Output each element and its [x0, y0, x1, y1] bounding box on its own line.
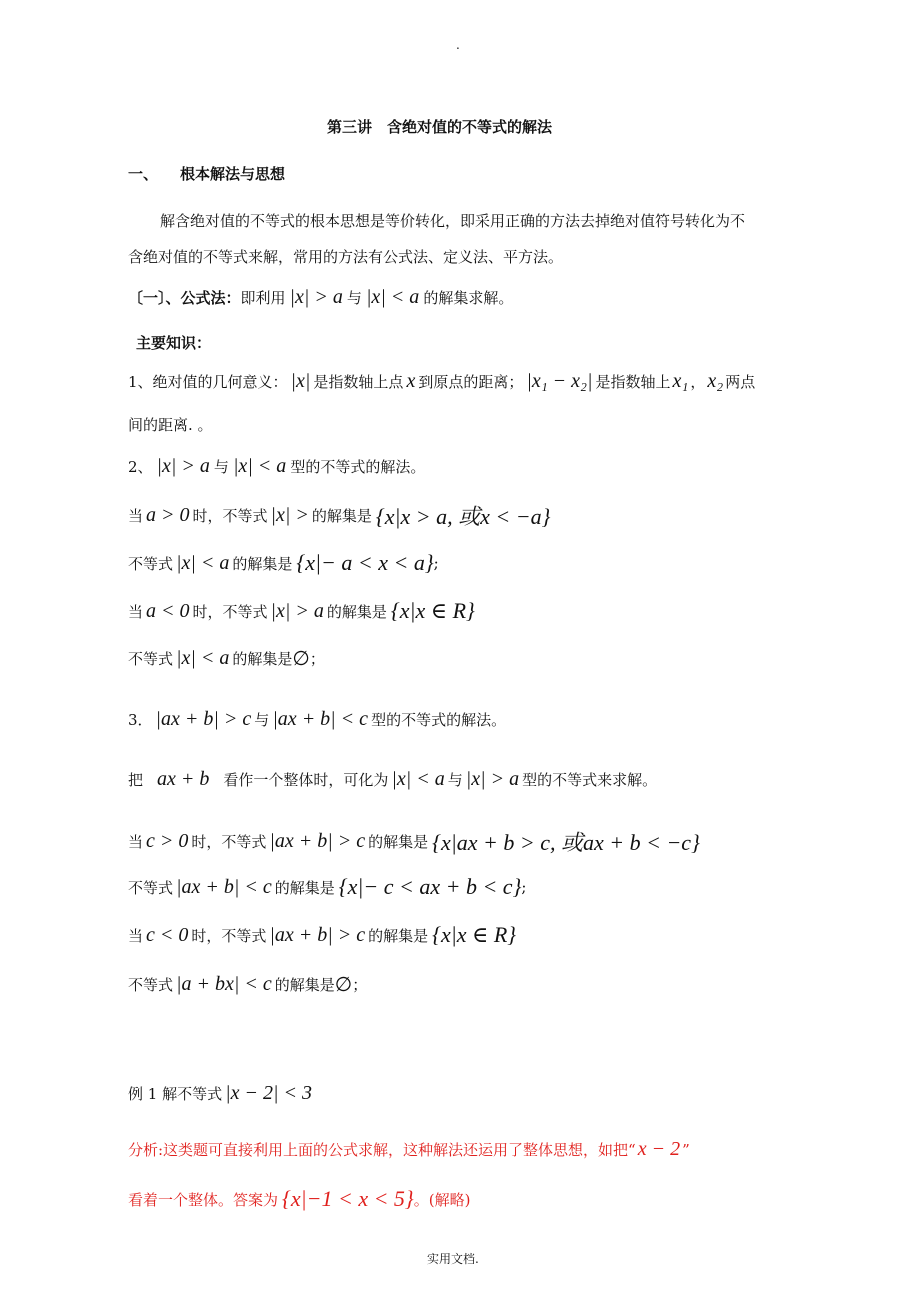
section-heading [128, 163, 285, 184]
part1-line [128, 286, 513, 309]
text: 到原点的距离； [418, 373, 524, 391]
text: 是指数轴上 [595, 373, 671, 391]
formula: |ax + b| < c [176, 875, 272, 898]
analysis-line-1 [128, 1138, 690, 1161]
formula: {x|x ∈ R} [390, 598, 475, 623]
text: 不等式 [128, 878, 174, 897]
text: 例 1 解不等式 [128, 1085, 223, 1103]
text: ” [682, 1140, 690, 1159]
section-title: 根本解法与思想 [180, 165, 286, 183]
text: 当 [128, 926, 144, 945]
formula: c < 0 [146, 923, 189, 946]
formula: ax + b [157, 768, 210, 790]
knowledge-3-row-1 [128, 826, 700, 857]
formula: |x| < a [176, 647, 230, 669]
text: 的解集是 [274, 878, 335, 897]
knowledge-1-line-2: 间的距离. 。 [128, 416, 213, 434]
formula: |x − 2| < 3 [225, 1082, 312, 1104]
part1-text-end: 的解集求解。 [423, 289, 514, 307]
knowledge-3-whole [128, 768, 657, 791]
text: 当 [128, 602, 144, 621]
formula: c > 0 [146, 830, 189, 852]
knowledge-2-row-1 [128, 500, 550, 531]
text: 的解集是 [326, 602, 387, 621]
text: 把 [128, 771, 144, 789]
knowledge-3-row-4 [128, 972, 367, 997]
text: ； [309, 650, 325, 668]
text: 2、 [128, 458, 153, 476]
formula: {x|−1 < x < 5} [282, 1186, 414, 1211]
text: 不等式 [128, 976, 174, 994]
formula: x₁ [672, 370, 689, 392]
formula: |x| < a [391, 768, 445, 790]
intro-line-1: 解含绝对值的不等式的根本思想是等价转化，即采用正确的方法去掉绝对值符号转化为不 [160, 212, 746, 230]
text: ； [352, 976, 368, 994]
section-number: 一、 [128, 165, 159, 183]
text: 时，不等式 [191, 833, 267, 851]
formula: |x₁ − x₂| [526, 370, 593, 392]
formula: |ax + b| < c [272, 708, 369, 730]
text: ; [433, 554, 439, 572]
formula: |a + bx| < c [176, 973, 272, 995]
text: 与 [447, 771, 463, 789]
text: 的解集是 [368, 833, 429, 851]
page-title: 第三讲 含绝对值的不等式的解法 [327, 118, 553, 136]
text: 两点 [725, 373, 756, 391]
text: 的解集是 [368, 926, 429, 945]
formula: x − 2 [637, 1138, 681, 1160]
empty-set-symbol: ∅ [334, 974, 353, 996]
formula: |ax + b| > c [269, 830, 366, 852]
part1-prefix: 〔一〕、 [128, 289, 181, 307]
text: 的解集是 [232, 554, 293, 573]
formula: {x|− a < x < a} [296, 550, 434, 575]
text: 3． [128, 711, 153, 729]
formula: |x| > a [156, 455, 210, 477]
knowledge-2-row-2 [128, 550, 439, 576]
header-dot: . [456, 38, 460, 52]
knowledge-2-row-4 [128, 646, 325, 671]
formula: x [406, 370, 416, 392]
text: 型的不等式的解法。 [290, 458, 426, 476]
text: 时，不等式 [192, 507, 268, 525]
text: 。(解略) [413, 1190, 471, 1209]
formula: |x| < a [176, 551, 230, 574]
formula: |x| [290, 370, 311, 392]
knowledge-3-title [128, 708, 506, 731]
text: 不等式 [128, 554, 174, 573]
text: 时，不等式 [191, 926, 267, 945]
page-footer: 实用文档. [427, 1252, 479, 1266]
formula: |ax + b| > c [269, 923, 366, 946]
connector-text: 与 [346, 289, 362, 307]
knowledge-heading: 主要知识： [136, 334, 212, 352]
example-1 [128, 1082, 312, 1105]
formula: |x| > [270, 504, 309, 526]
text: ; [521, 878, 527, 896]
text: 当 [128, 833, 144, 851]
text: 的解集是 [311, 507, 372, 525]
formula: |x| > a [289, 286, 343, 308]
formula: {x|− c < ax + b < c} [338, 874, 522, 899]
formula: |x| > a [270, 599, 324, 622]
text: 1、绝对值的几何意义： [128, 373, 288, 391]
text: 的解集是 [232, 650, 293, 668]
analysis-line-2 [128, 1186, 470, 1212]
empty-set-symbol: ∅ [292, 648, 310, 670]
text: 分析:这类题可直接利用上面的公式求解，这种解法还运用了整体思想，如把“ [128, 1141, 636, 1159]
part1-label: 公式法： [180, 289, 241, 307]
knowledge-1-line-1 [128, 370, 755, 393]
text: 时，不等式 [192, 602, 268, 621]
formula: |x| < a [365, 286, 420, 308]
formula: {x|ax + b > c, 或ax + b < −c} [432, 830, 700, 855]
text: 当 [128, 507, 144, 525]
intro-line-2: 含绝对值的不等式来解，常用的方法有公式法、定义法、平方法。 [128, 248, 564, 266]
text: 的解集是 [274, 976, 335, 994]
knowledge-3-row-2 [128, 874, 526, 900]
formula: {x|x > a, 或x < −a} [375, 504, 551, 529]
text: 是指数轴上点 [313, 373, 404, 391]
text: 型的不等式来求解。 [522, 771, 658, 789]
formula: a < 0 [146, 599, 190, 622]
knowledge-2-row-3 [128, 598, 475, 624]
knowledge-3-row-3 [128, 922, 516, 948]
text: 型的不等式的解法。 [371, 711, 507, 729]
formula: x₂ [707, 370, 724, 392]
knowledge-2-title [128, 455, 425, 478]
formula: |ax + b| > c [155, 708, 252, 730]
formula: |x| < a [232, 455, 287, 477]
formula: {x|x ∈ R} [432, 922, 517, 947]
formula: a > 0 [146, 504, 190, 526]
part1-text: 即利用 [240, 289, 286, 307]
text: 与 [213, 458, 229, 476]
text: 不等式 [128, 650, 174, 668]
text: 看作一个整体时，可化为 [223, 771, 389, 789]
text: 看着一个整体。答案为 [128, 1190, 279, 1209]
text: ， [690, 373, 706, 391]
text: 与 [254, 711, 270, 729]
formula: |x| > a [465, 768, 520, 790]
